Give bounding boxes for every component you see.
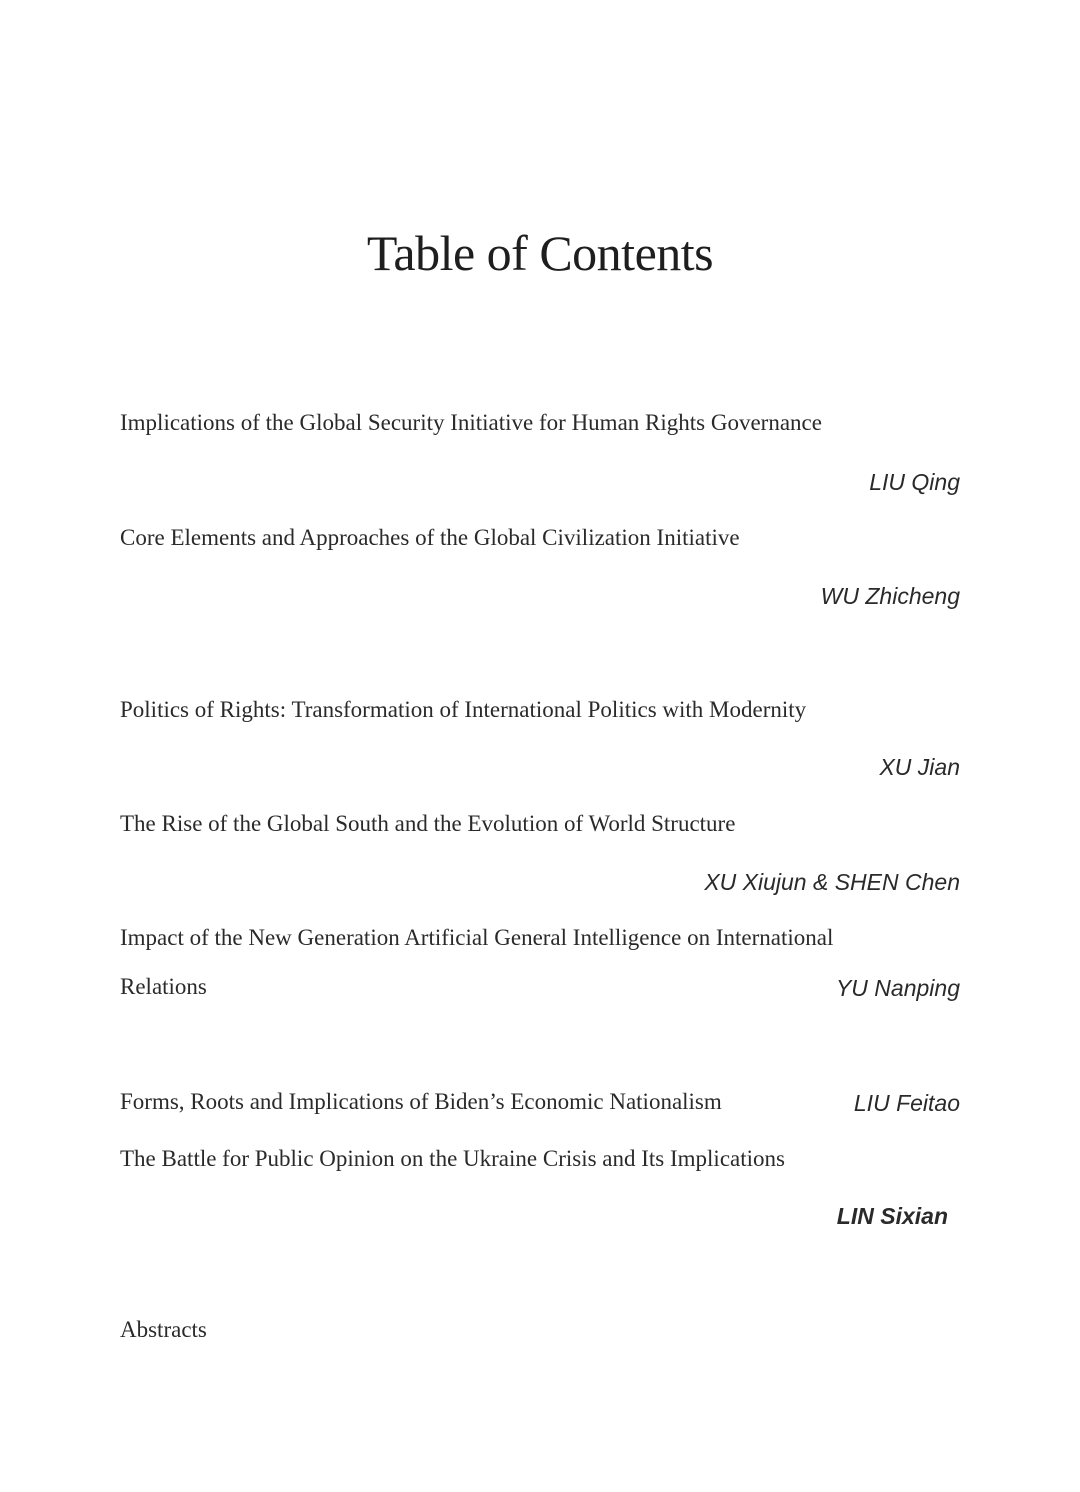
toc-entry-author: YU Nanping — [835, 975, 960, 1001]
toc-entry-title: The Battle for Public Opinion on the Ukraine Crisis and Its Implications — [120, 1146, 785, 1171]
toc-entry-title: The Rise of the Global South and the Evolution of World Structure — [120, 811, 736, 836]
toc-entry-author: XU Xiujun & SHEN Chen — [704, 869, 960, 895]
toc-entry-title: Impact of the New Generation Artificial General Intelligence on International — [120, 925, 834, 950]
toc-entry-title-continued: Relations — [120, 974, 207, 999]
toc-entry-abstracts: Abstracts — [120, 1317, 207, 1342]
toc-entry-title: Core Elements and Approaches of the Global Civilization Initiative — [120, 525, 740, 550]
toc-entry-author: WU Zhicheng — [820, 583, 960, 609]
toc-entry-author: LIN Sixian — [836, 1203, 948, 1229]
toc-entry-title: Implications of the Global Security Initiative for Human Rights Governance — [120, 410, 822, 435]
toc-entry-author: LIU Feitao — [853, 1090, 960, 1116]
toc-entry-author: XU Jian — [879, 754, 960, 780]
toc-entry-author: LIU Qing — [869, 469, 960, 495]
toc-entry-title: Politics of Rights: Transformation of International Politics with Modernity — [120, 697, 807, 722]
toc-entry-title: Forms, Roots and Implications of Biden’s Economic Nationalism — [120, 1089, 722, 1114]
page-title: Table of Contents — [366, 225, 714, 281]
